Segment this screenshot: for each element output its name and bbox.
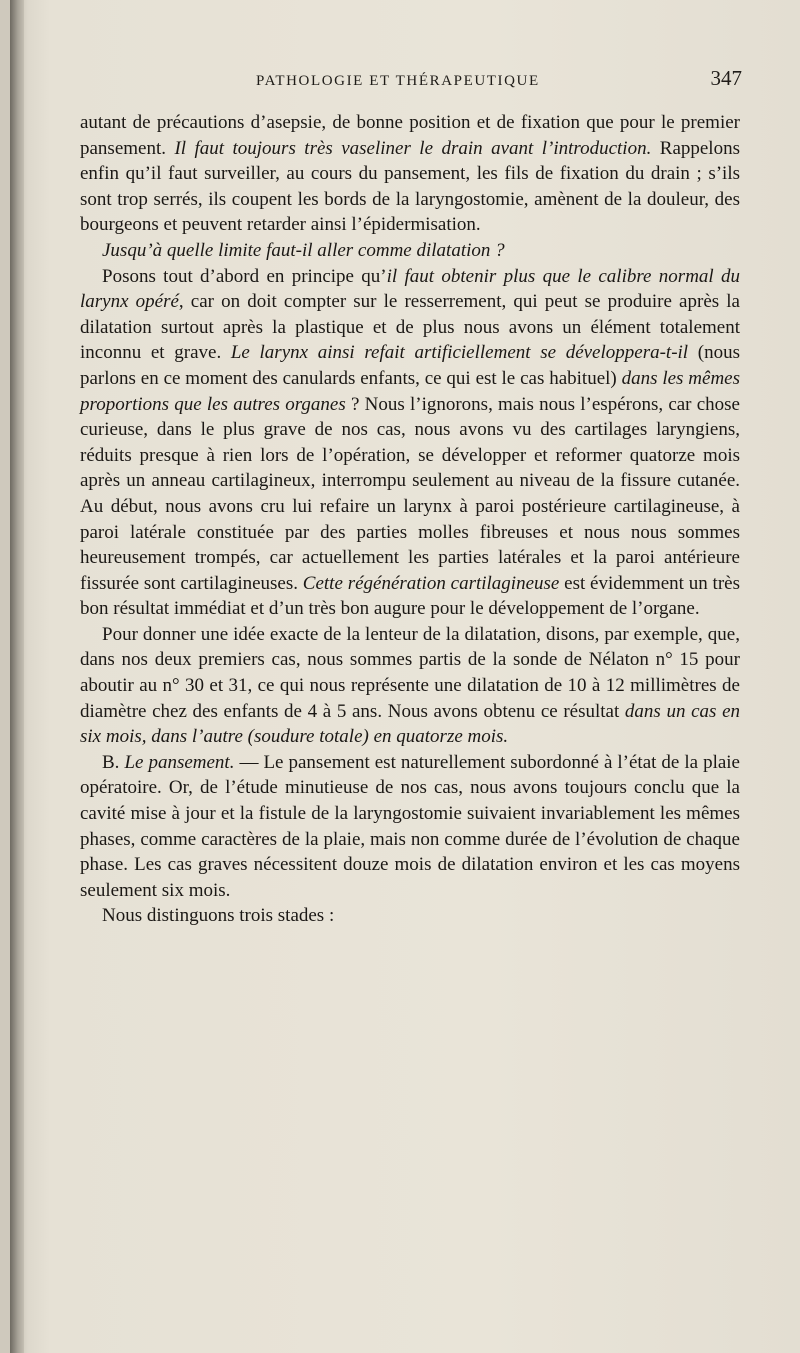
paragraph-question	[80, 238, 740, 264]
italic-segment: Le pansement.	[124, 751, 235, 773]
text-segment: , car on doit compter sur le resserrement, qui peut se produire après la dilatation surtout après la plastique et de plus nous avons un élément totalement inconnu et grave.	[80, 291, 740, 364]
text-segment: B.	[102, 751, 125, 773]
italic-segment: il faut obtenir plus que le calibre normal du larynx opéré	[80, 265, 741, 313]
page-number: 347	[710, 66, 742, 90]
text-segment: est évidemment un très bon résultat immédiat et d’un très bon augure pour le développement de l’organe.	[80, 572, 740, 620]
paragraph	[80, 622, 740, 750]
text-segment: (nous parlons en ce moment des canulards enfants, ce qui est le cas habituel)	[80, 342, 740, 389]
paragraph-section-b	[80, 750, 740, 904]
text-segment: ? Nous l’ignorons, mais nous l’espérons, car chose curieuse, dans le plus grave de nos cas, nous avons vu des cartilages laryngiens, réduits presque à rien lors de l’opération, se développer et reformer quatorze mois après un anneau cartilagineux, interrompu seulement au niveau de la fissure cutanée. Au début, nous avons cru lui refaire un larynx à paroi postérieure cartilagineuse, à paroi latérale constituée par des parties molles fibreuses et nous nous sommes heureusement trompés, car actuellement les parties latérales et la paroi antérieure fissurée sont cartilagineuses.	[80, 393, 740, 594]
body-text	[80, 110, 740, 929]
italic-segment: dans un cas en six mois, dans l’autre (soudure totale) en quatorze mois.	[80, 700, 741, 748]
italic-segment: Il faut toujours très vaseliner le drain avant l’introduction.	[174, 137, 652, 159]
italic-segment: Le larynx ainsi refait artificiellement se développera-t-il	[230, 342, 689, 364]
text-segment: Nous distinguons trois stades :	[102, 905, 335, 927]
text-segment: Posons tout d’abord en principe qu’	[102, 265, 387, 287]
paragraph	[80, 264, 740, 622]
paragraph	[80, 903, 740, 929]
italic-segment: dans les mêmes proportions que les autres organes	[80, 367, 741, 415]
text-segment: autant de précautions d’asepsie, de bonne position et de fixation que pour le premier pansement.	[80, 112, 740, 159]
book-spine-shadow	[10, 0, 24, 1353]
paragraph	[80, 110, 740, 238]
running-title: PATHOLOGIE ET THÉRAPEUTIQUE	[256, 73, 540, 89]
text-segment: Rappelons enfin qu’il faut surveiller, au cours du pansement, les fils de fixation du drain ; s’ils sont trop serrés, ils coupent les bords de la laryngostomie, amènent de la douleur, des bourgeons et peuvent retarder ainsi l’épidermisation.	[80, 137, 740, 236]
page-header	[256, 66, 742, 91]
italic-segment: Jusqu’à quelle limite faut-il aller comme dilatation ?	[102, 239, 505, 261]
text-segment: — Le pansement est naturellement subordonné à l’état de la plaie opératoire. Or, de l’étude minutieuse de nos cas, nous avons toujours conclu que la cavité mise à jour et la fistule de la laryngostomie suivaient invariablement les mêmes phases, comme caractères de la plaie, mais non comme durée de l’évolution de chaque phase. Les cas graves nécessitent douze mois de dilatation environ et les cas moyens seulement six mois.	[80, 751, 740, 901]
text-segment: Pour donner une idée exacte de la lenteur de la dilatation, disons, par exemple, que, dans nos deux premiers cas, nous sommes partis de la sonde de Nélaton n° 15 pour aboutir au n° 30 et 31, ce qui nous représente une dilatation de 10 à 12 millimètres de diamètre chez des enfants de 4 à 5 ans. Nous avons obtenu ce résultat	[80, 623, 740, 722]
italic-segment: Cette régénération cartilagineuse	[302, 572, 560, 594]
